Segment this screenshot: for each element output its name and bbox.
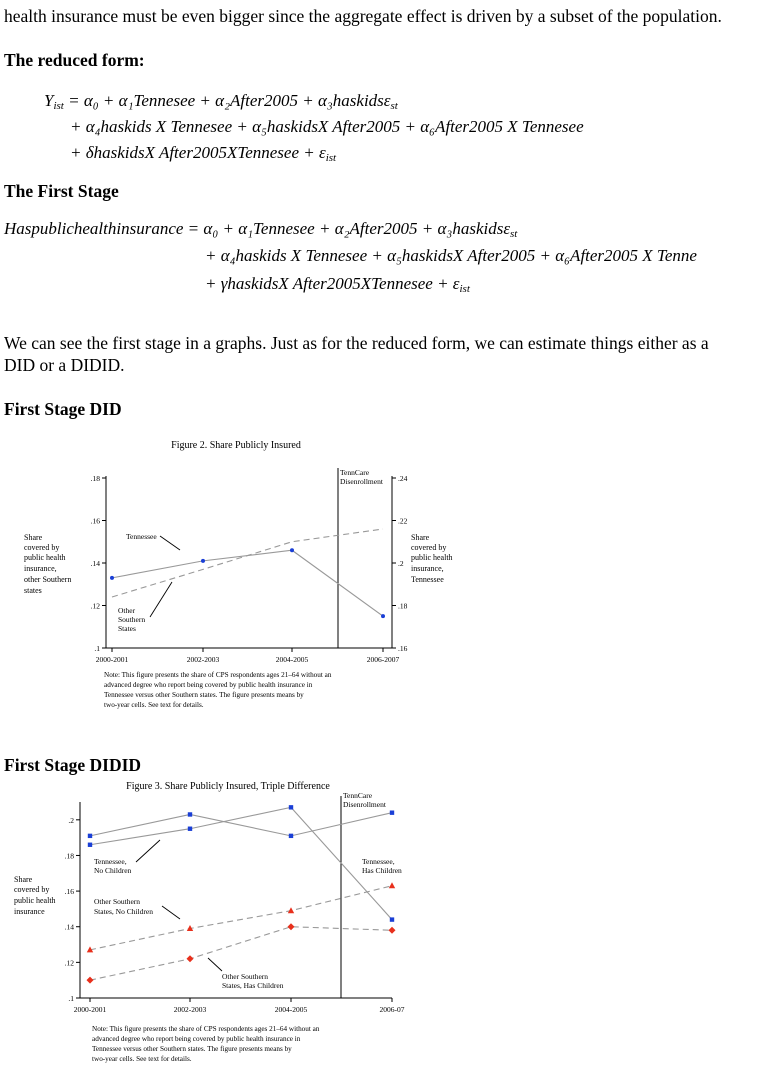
- fig3-ann-other-has-2: States, Has Children: [222, 981, 284, 990]
- fig2-right-label-4: insurance,: [411, 564, 444, 573]
- fig2-right-label-5: Tennessee: [411, 575, 444, 584]
- fig3-axis-label-4: insurance: [14, 907, 45, 916]
- fig3-ann-tn-no-1: Tennessee,: [94, 857, 127, 866]
- first-stage-line-3: + γhaskidsX After2005XTennesee + $\varepsilon_{ist}$: [205, 274, 470, 295]
- fig3-series-other-southern-states-no-children: [90, 886, 392, 950]
- fig3-x-tick-label: 2004-2005: [274, 1005, 308, 1014]
- fig3-x-tick-label: 2006-07: [379, 1005, 405, 1014]
- fig3-point-other-southern-states-has-children: [288, 923, 295, 930]
- fig2-left-tick-label: .12: [90, 601, 100, 611]
- fig3-ann-tn-no-2: No Children: [94, 866, 132, 875]
- first-stage-line-1: Haspublichealthinsurance = α₀ + α₁Tennesee + α₂After2005 + α₃haskidsε$_{st}$: [4, 219, 518, 240]
- fig2-left-label-5: other Southern: [24, 575, 72, 584]
- fig3-point-tennessee-has-children: [88, 843, 92, 847]
- fig2-note-3: Tennessee versus other Southern states. The figure presents means by: [104, 691, 304, 699]
- fig2-x-tick-label: 2000-2001: [95, 655, 129, 664]
- fig3-axis-label-2: covered by: [14, 885, 50, 894]
- fig2-right-tick-label: .16: [398, 644, 408, 653]
- fig3-note-1: Note: This figure presents the share of CPS respondents ages 21–64 without an: [92, 1025, 320, 1033]
- fig2-annotation-other-2: Southern: [118, 615, 146, 624]
- fig3-point-other-southern-states-has-children: [87, 977, 94, 984]
- fig3-series-tennessee-no-children: [90, 813, 392, 836]
- reduced-form-line-2: + α₄haskids X Tennesee + α₅haskidsX After2005 + α₆After2005 X Tennesee: [70, 117, 584, 136]
- fig2-right-tick-label: .18: [398, 601, 408, 611]
- fig3-y-tick-label: .16: [64, 887, 74, 897]
- figure-3-title: Figure 3. Share Publicly Insured, Triple Difference: [126, 781, 330, 792]
- fig3-ann-tn-has-1: Tennessee,: [362, 857, 395, 866]
- fig2-x-tick-label: 2006-2007: [366, 655, 400, 664]
- fig3-point-other-southern-states-has-children: [187, 955, 194, 962]
- fig3-event-label-1: TennCare: [343, 791, 373, 800]
- fig2-point-tennessee: [381, 614, 385, 618]
- fig3-point-tennessee-no-children: [390, 810, 394, 814]
- fig2-note-4: two-year cells. See text for details.: [104, 701, 204, 709]
- fig3-point-tennessee-no-children: [289, 834, 293, 838]
- did-heading: First Stage DID: [4, 399, 122, 419]
- fig2-right-label-1: Share: [411, 533, 430, 542]
- fig2-right-label-2: covered by: [411, 543, 447, 552]
- first-stage-line-2: + α₄haskids X Tennesee + α₅haskidsX After2005 + α₆After2005 X Tenne: [205, 246, 697, 265]
- fig3-point-tennessee-has-children: [289, 805, 293, 809]
- fig2-left-label-2: covered by: [24, 543, 60, 552]
- fig3-y-tick-label: .1: [68, 994, 74, 1003]
- fig2-arrow-tennessee: [160, 536, 180, 550]
- fig3-point-tennessee-has-children: [390, 917, 394, 921]
- reduced-form-line-1: $Y_{ist} = \alpha_0$ + α₁Tennesee + α₂After2005 + α₃haskidsε$_{st}$: [44, 91, 398, 112]
- fig3-y-tick-label: .12: [64, 958, 74, 968]
- figure-2-title: Figure 2. Share Publicly Insured: [171, 440, 301, 451]
- fig2-x-tick-label: 2004-2005: [275, 655, 309, 664]
- fig3-note-3: Tennessee versus other Southern states. The figure presents means by: [92, 1045, 292, 1053]
- first-stage-heading: The First Stage: [4, 181, 119, 201]
- fig2-series-tennessee: [112, 550, 383, 616]
- fig3-point-tennessee-has-children: [188, 827, 192, 831]
- fig2-note-1: Note: This figure presents the share of CPS respondents ages 21–64 without an: [104, 671, 332, 679]
- fig2-left-label-6: states: [24, 586, 42, 595]
- fig3-note-2: advanced degree who report being covered by public health insurance in: [92, 1035, 301, 1043]
- fig3-point-other-southern-states-has-children: [389, 927, 396, 934]
- intro-paragraph: health insurance must be even bigger since the aggregate effect is driven by a subset of the population.: [4, 6, 722, 26]
- fig3-ann-tn-has-2: Has Children: [362, 866, 402, 875]
- fig2-right-tick-label: .22: [398, 516, 408, 526]
- fig3-arrow-other-has: [208, 958, 222, 971]
- fig3-axis-label-3: public health: [14, 896, 56, 905]
- fig2-right-tick-label: .2: [398, 559, 404, 568]
- figure-2-chart: [0, 430, 760, 720]
- reduced-form-line-3: + δhaskidsX After2005XTennesee + $\varepsilon_{ist}$: [70, 143, 337, 164]
- fig2-right-label-3: public health: [411, 553, 453, 562]
- fig2-point-tennessee: [110, 576, 114, 580]
- fig3-axis-label-1: Share: [14, 875, 33, 884]
- fig3-y-tick-label: .14: [64, 922, 74, 932]
- fig3-point-other-southern-states-no-children: [288, 907, 294, 913]
- fig3-x-tick-label: 2000-2001: [73, 1005, 107, 1014]
- fig3-y-tick-label: .18: [64, 851, 74, 861]
- fig3-y-tick-label: .2: [68, 815, 74, 825]
- fig3-note-4: two-year cells. See text for details.: [92, 1055, 192, 1063]
- fig2-annotation-tennessee: Tennessee: [126, 532, 157, 541]
- graph-paragraph: We can see the first stage in a graphs. Just as for the reduced form, we can estimate things either as a DID or a DIDID.: [4, 333, 709, 375]
- fig3-ann-other-no-1: Other Southern: [94, 897, 141, 906]
- fig2-left-label-4: insurance,: [24, 564, 57, 573]
- fig3-arrow-other-no: [162, 906, 180, 919]
- fig2-annotation-other-1: Other: [118, 606, 136, 615]
- fig2-note-2: advanced degree who report being covered by public health insurance in: [104, 681, 313, 689]
- fig3-ann-other-has-1: Other Southern: [222, 972, 269, 981]
- fig2-event-label-1: TennCare: [340, 468, 370, 477]
- fig3-ann-other-no-2: States, No Children: [94, 907, 153, 916]
- fig2-point-tennessee: [290, 548, 294, 552]
- fig2-left-label-1: Share: [24, 533, 43, 542]
- fig3-x-tick-label: 2002-2003: [173, 1005, 207, 1014]
- fig2-x-tick-label: 2002-2003: [186, 655, 220, 664]
- fig2-left-label-3: public health: [24, 553, 66, 562]
- fig2-point-tennessee: [201, 559, 205, 563]
- fig3-point-tennessee-no-children: [188, 812, 192, 816]
- fig2-left-tick-label: .16: [90, 516, 100, 526]
- fig2-right-tick-label: .24: [398, 474, 408, 483]
- didid-heading: First Stage DIDID: [4, 755, 142, 775]
- fig2-left-tick-label: .1: [94, 644, 100, 653]
- fig2-arrow-other: [150, 582, 172, 617]
- fig3-event-label-2: Disenrollment: [343, 800, 386, 809]
- fig2-event-label-2: Disenrollment: [340, 477, 383, 486]
- fig2-annotation-other-3: States: [118, 624, 136, 633]
- figure-3-chart: [0, 776, 760, 1074]
- fig2-left-tick-label: .18: [90, 474, 100, 483]
- fig3-point-other-southern-states-no-children: [389, 882, 395, 888]
- fig3-point-tennessee-no-children: [88, 834, 92, 838]
- fig2-left-tick-label: .14: [90, 559, 100, 568]
- reduced-form-heading: The reduced form:: [4, 50, 145, 70]
- fig3-arrow-tn-no: [136, 840, 160, 862]
